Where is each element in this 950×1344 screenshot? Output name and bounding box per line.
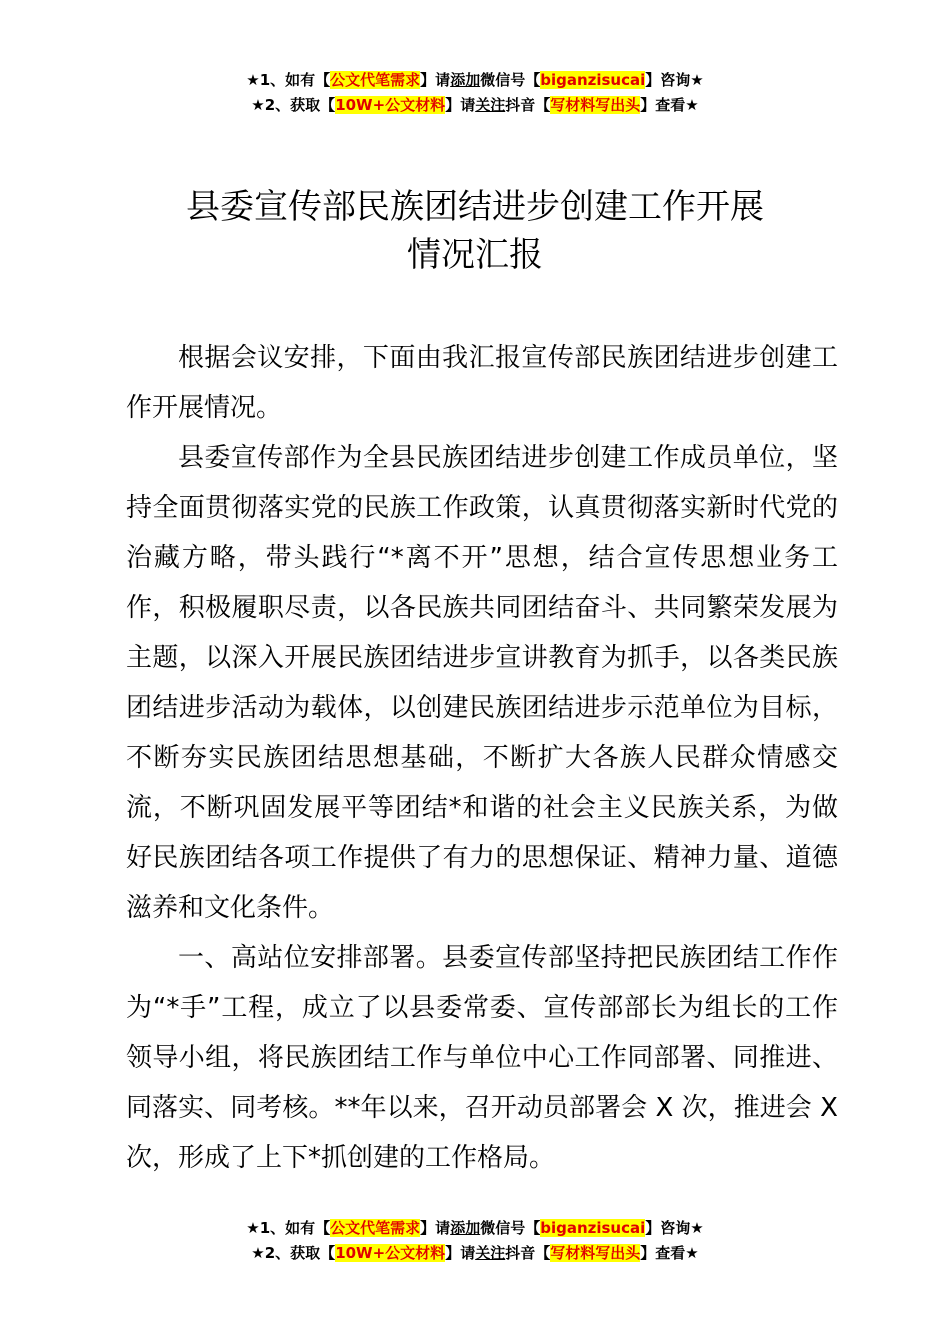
banner-text: 】请	[445, 1244, 476, 1262]
highlight-materials: 10W+公文材料	[335, 1244, 446, 1262]
title-line-2: 情况汇报	[407, 235, 543, 275]
highlight-materials: 10W+公文材料	[335, 96, 446, 114]
banner-text: 】请	[445, 96, 476, 114]
document-title	[100, 183, 850, 279]
banner-text: 】请	[420, 71, 451, 89]
banner-line-1	[0, 1216, 950, 1241]
footer-banner	[0, 1216, 950, 1266]
paragraph-section-1: 一、高站位安排部署。县委宣传部坚持把民族团结工作作为“*手”工程，成立了以县委常委、宣传部部长为组长的工作领导小组，将民族团结工作与单位中心工作同部署、同推进、同落实、同考核。**年以来，召开动员部署会 X 次，推进会 X 次，形成了上下*抓创建的工作格局。	[126, 943, 838, 1173]
banner-text: 微信号【	[480, 71, 541, 89]
banner-text: 】查看★	[640, 1244, 699, 1262]
title-line-1: 县委宣传部民族团结进步创建工作开展	[186, 187, 764, 227]
highlight-douyin-account: 写材料写出头	[550, 1244, 641, 1262]
highlight-wechat-id: biganzisucai	[540, 71, 646, 89]
highlight-service: 公文代笔需求	[330, 71, 421, 89]
banner-text: 抖音【	[505, 96, 551, 114]
banner-text: 抖音【	[505, 1244, 551, 1262]
banner-text: ★2、获取【	[251, 96, 336, 114]
underlined-text: 关注	[475, 1244, 506, 1262]
highlight-wechat-id: biganzisucai	[540, 1219, 646, 1237]
banner-line-1	[0, 68, 950, 93]
header-banner	[0, 68, 950, 118]
banner-line-2	[0, 93, 950, 118]
paragraph-overview: 县委宣传部作为全县民族团结进步创建工作成员单位，坚持全面贯彻落实党的民族工作政策，认真贯彻落实新时代党的治藏方略，带头践行“*离不开”思想，结合宣传思想业务工作，积极履职尽责，以各民族共同团结奋斗、共同繁荣发展为主题，以深入开展民族团结进步宣讲教育为抓手，以各类民族团结进步活动为载体，以创建民族团结进步示范单位为目标，不断夯实民族团结思想基础，不断扩大各族人民群众情感交流，不断巩固发展平等团结*和谐的社会主义民族关系，为做好民族团结各项工作提供了有力的思想保证、精神力量、道德滋养和文化条件。	[126, 443, 838, 923]
banner-text: 】查看★	[640, 96, 699, 114]
document-body	[126, 333, 838, 1183]
banner-line-2	[0, 1241, 950, 1266]
banner-text: ★2、获取【	[251, 1244, 336, 1262]
highlight-service: 公文代笔需求	[330, 1219, 421, 1237]
underlined-text: 添加	[450, 1219, 481, 1237]
banner-text: 】咨询★	[645, 1219, 704, 1237]
banner-text: 微信号【	[480, 1219, 541, 1237]
highlight-douyin-account: 写材料写出头	[550, 96, 641, 114]
banner-text: ★1、如有【	[246, 71, 331, 89]
banner-text: ★1、如有【	[246, 1219, 331, 1237]
underlined-text: 添加	[450, 71, 481, 89]
underlined-text: 关注	[475, 96, 506, 114]
banner-text: 】咨询★	[645, 71, 704, 89]
banner-text: 】请	[420, 1219, 451, 1237]
paragraph-intro: 根据会议安排，下面由我汇报宣传部民族团结进步创建工作开展情况。	[126, 343, 838, 423]
